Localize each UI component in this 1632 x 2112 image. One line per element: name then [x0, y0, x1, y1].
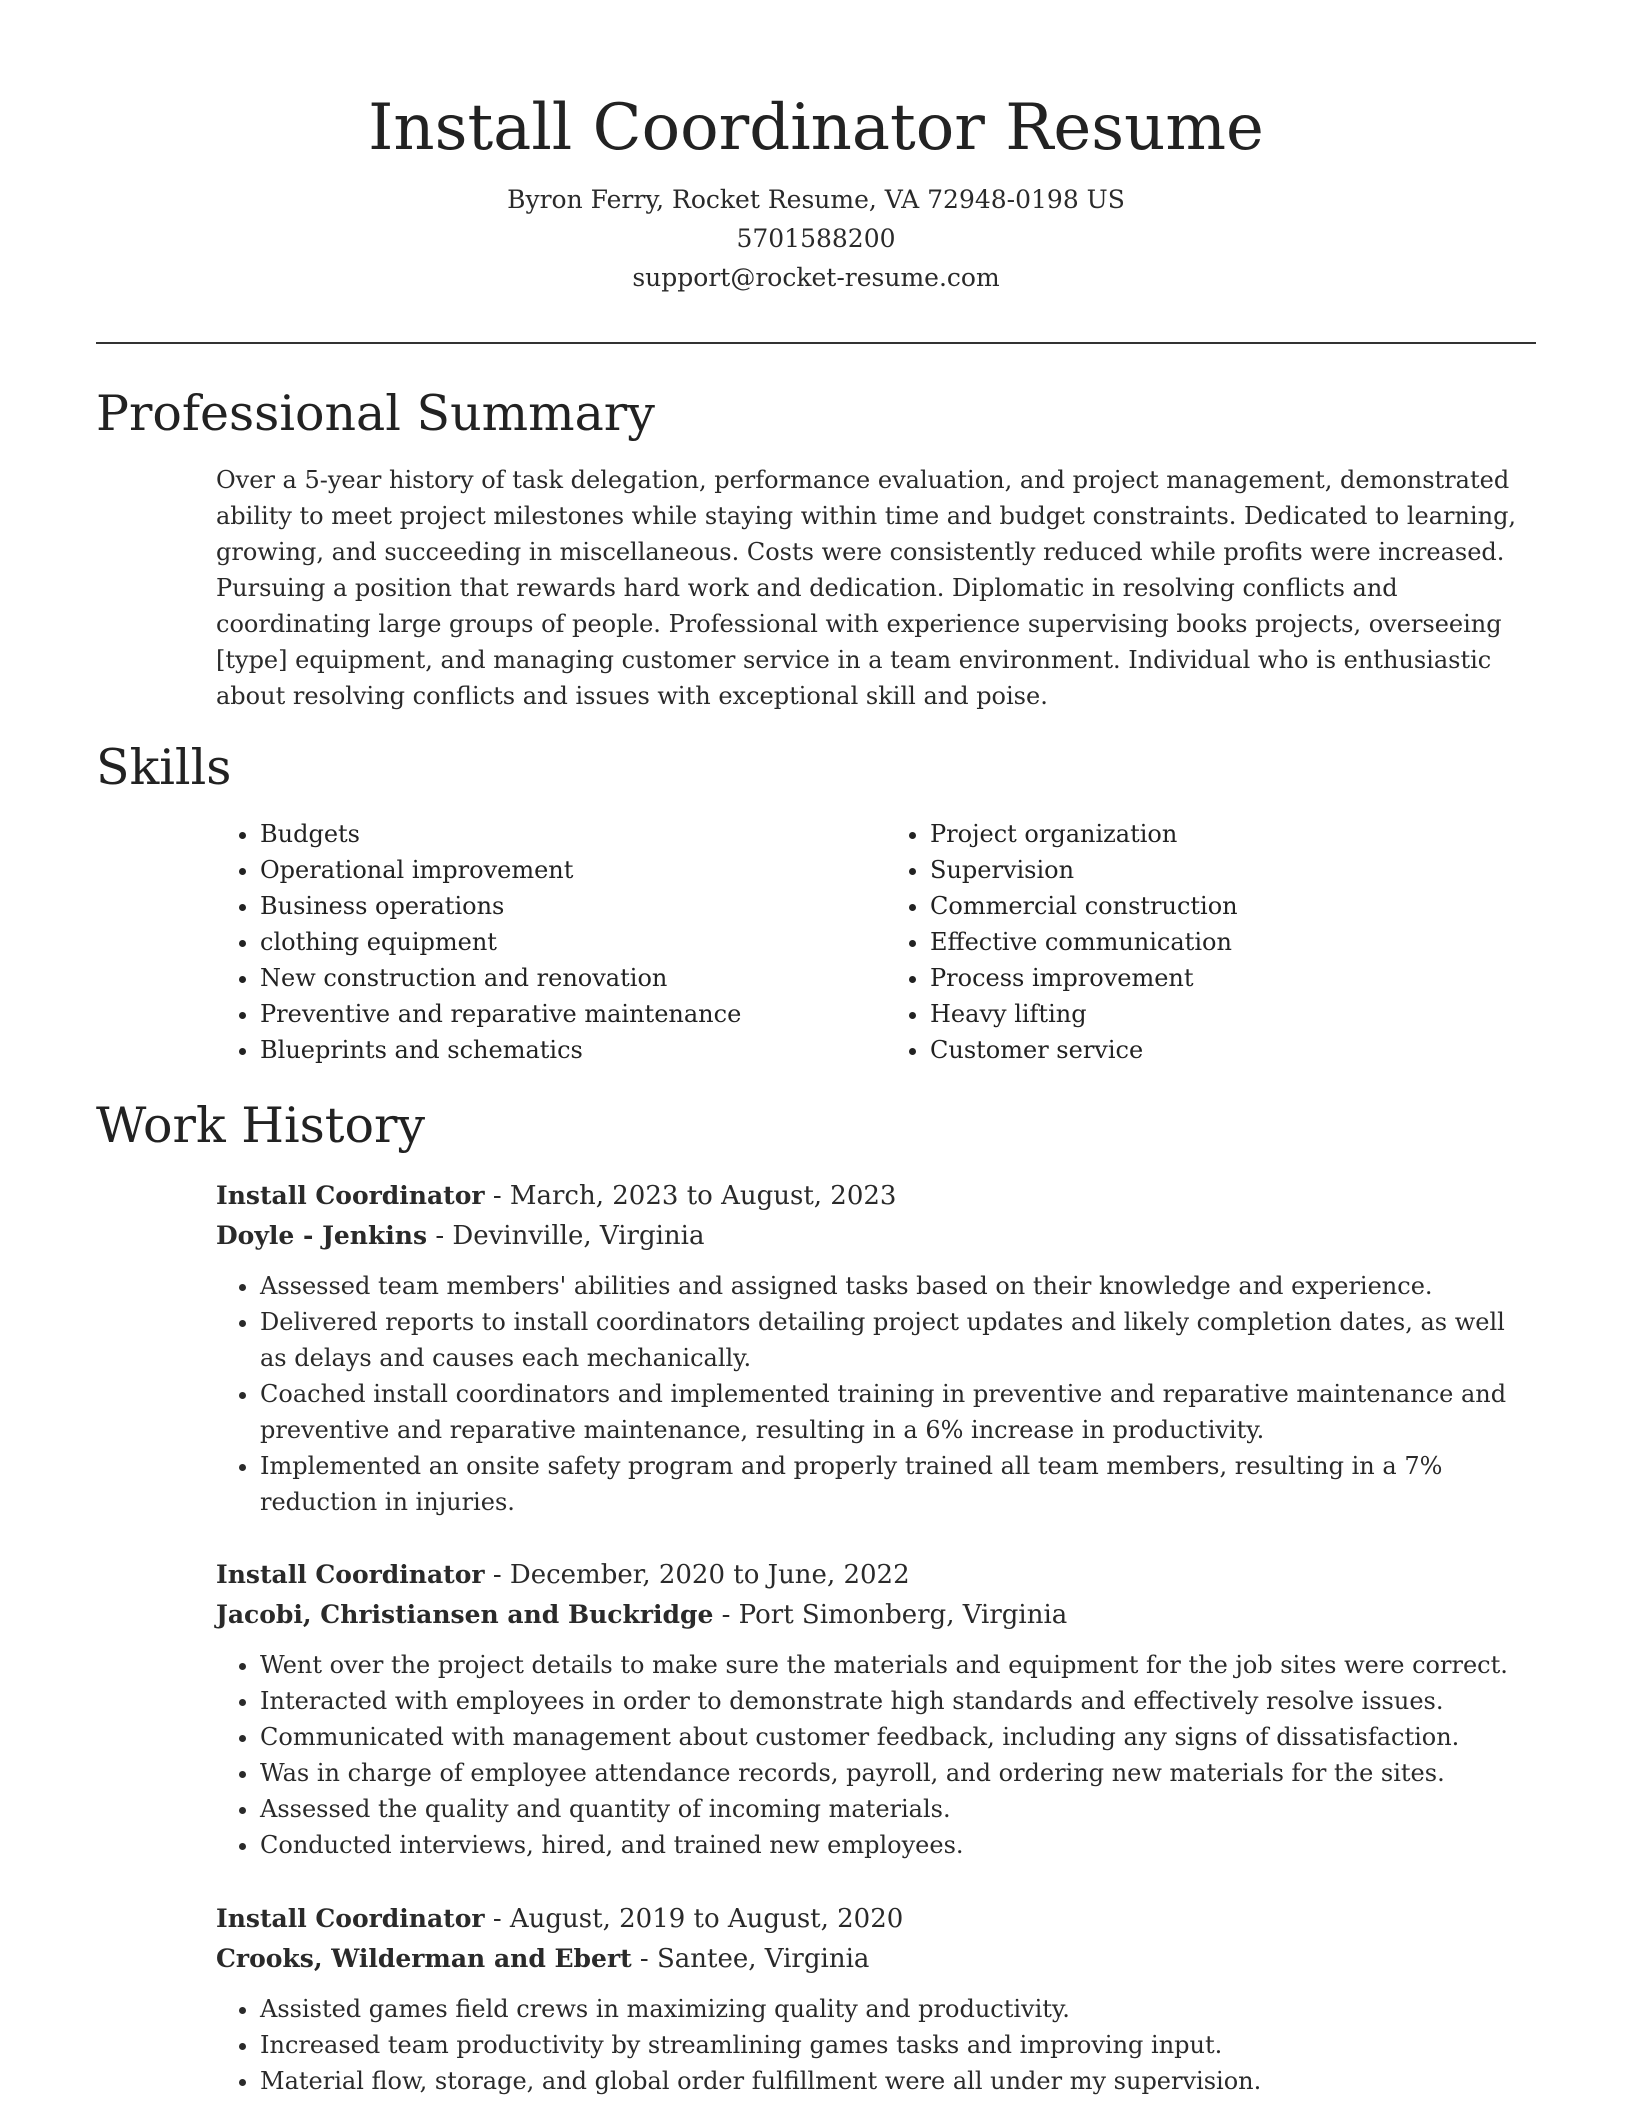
- skills-column-left: [216, 816, 866, 1068]
- skill-item: • Preventive and reparative maintenance: [260, 996, 866, 1032]
- job-bullets: [216, 1647, 1536, 1863]
- skill-item: • Project organization: [930, 816, 1536, 852]
- skill-item: • clothing equipment: [260, 924, 866, 960]
- job-bullet: • Delivered reports to install coordinators detailing project updates and likely completion dates, as well as delays and causes each mechanically.: [260, 1304, 1536, 1376]
- job-title: Install Coordinator: [216, 1560, 485, 1589]
- job-company-line: [216, 1595, 1536, 1635]
- skill-item: • Operational improvement: [260, 852, 866, 888]
- page-title: Install Coordinator Resume: [368, 91, 1264, 165]
- skill-item: • Business operations: [260, 888, 866, 924]
- summary-text: Over a 5-year history of task delegation, performance evaluation, and project management, demonstrated ability to meet project milestones while staying within time and budget constraints. Dedicated to learning, growing, and succeeding in miscellaneous. Costs were consistently reduced while profits were increased. Pursuing a position that rewards hard work and dedication. Diplomatic in resolving conflicts and coordinating large groups of people. Professional with experience supervising books projects, overseeing [type] equipment, and managing customer service in a team environment. Individual who is enthusiastic about resolving conflicts and issues with exceptional skill and poise.: [216, 466, 1517, 710]
- job-bullet: • Assessed the quality and quantity of incoming materials.: [260, 1791, 1536, 1827]
- job-company: Doyle - Jenkins: [216, 1221, 428, 1250]
- contact-phone: 5701588200: [736, 224, 896, 253]
- job-bullet: • Interacted with employees in order to demonstrate high standards and effectively resolve issues.: [260, 1683, 1536, 1719]
- job-bullets: [216, 1991, 1536, 2099]
- job-company-line: [216, 1939, 1536, 1979]
- skill-item: • Supervision: [930, 852, 1536, 888]
- job-bullet: • Conducted interviews, hired, and trained new employees.: [260, 1827, 1536, 1863]
- skill-item: • Commercial construction: [930, 888, 1536, 924]
- job-bullet: • Communicated with management about customer feedback, including any signs of dissatisfaction.: [260, 1719, 1536, 1755]
- job-location: - Devinville, Virginia: [427, 1221, 705, 1251]
- job-location: - Santee, Virginia: [631, 1944, 870, 1974]
- contact-address: Byron Ferry, Rocket Resume, VA 72948-0198 US: [507, 185, 1125, 214]
- job-dates: - August, 2019 to August, 2020: [484, 1904, 904, 1934]
- resume-header: [0, 0, 1632, 297]
- job-dates: - March, 2023 to August, 2023: [484, 1181, 897, 1211]
- job-bullet: • Assessed team members' abilities and assigned tasks based on their knowledge and experience.: [260, 1268, 1536, 1304]
- skill-item: • New construction and renovation: [260, 960, 866, 996]
- job-bullets: [216, 1268, 1536, 1520]
- job-bullet: • Increased team productivity by streamlining games tasks and improving input.: [260, 2027, 1536, 2063]
- job-bullet: • Material flow, storage, and global order fulfillment were all under my supervision.: [260, 2063, 1536, 2099]
- job-location: - Port Simonberg, Virginia: [713, 1600, 1068, 1630]
- skills-heading: Skills: [96, 739, 232, 796]
- contact-email: support@rocket-resume.com: [632, 263, 1000, 292]
- job-title: Install Coordinator: [216, 1904, 485, 1933]
- skill-item: • Budgets: [260, 816, 866, 852]
- summary-heading: Professional Summary: [96, 385, 655, 442]
- job-bullet: • Assisted games field crews in maximizing quality and productivity.: [260, 1991, 1536, 2027]
- skill-item: • Heavy lifting: [930, 996, 1536, 1032]
- contact-block: [0, 180, 1632, 297]
- skill-item: • Effective communication: [930, 924, 1536, 960]
- skill-item: • Customer service: [930, 1032, 1536, 1068]
- job-bullet: • Implemented an onsite safety program and properly trained all team members, resulting in a 7% reduction in injuries.: [260, 1448, 1536, 1520]
- job-title-line: [216, 1555, 1536, 1595]
- job-bullet: • Was in charge of employee attendance records, payroll, and ordering new materials for the sites.: [260, 1755, 1536, 1791]
- job-company-line: [216, 1216, 1536, 1256]
- skill-item: • Blueprints and schematics: [260, 1032, 866, 1068]
- work-history-heading: Work History: [96, 1097, 426, 1154]
- job-entry: [216, 1899, 1536, 2099]
- job-company: Jacobi, Christiansen and Buckridge: [216, 1600, 714, 1629]
- job-entry: [216, 1555, 1536, 1863]
- job-bullet: • Coached install coordinators and implemented training in preventive and reparative maintenance and preventive and reparative maintenance, resulting in a 6% increase in productivity.: [260, 1376, 1536, 1448]
- job-bullet: • Went over the project details to make sure the materials and equipment for the job sites were correct.: [260, 1647, 1536, 1683]
- job-title-line: [216, 1899, 1536, 1939]
- job-title: Install Coordinator: [216, 1181, 485, 1210]
- skills-list: [216, 816, 1536, 1068]
- skills-column-right: [886, 816, 1536, 1068]
- job-entry: [216, 1176, 1536, 1520]
- job-title-line: [216, 1176, 1536, 1216]
- job-company: Crooks, Wilderman and Ebert: [216, 1944, 632, 1973]
- skill-item: • Process improvement: [930, 960, 1536, 996]
- job-dates: - December, 2020 to June, 2022: [484, 1560, 910, 1590]
- header-divider: [96, 342, 1536, 344]
